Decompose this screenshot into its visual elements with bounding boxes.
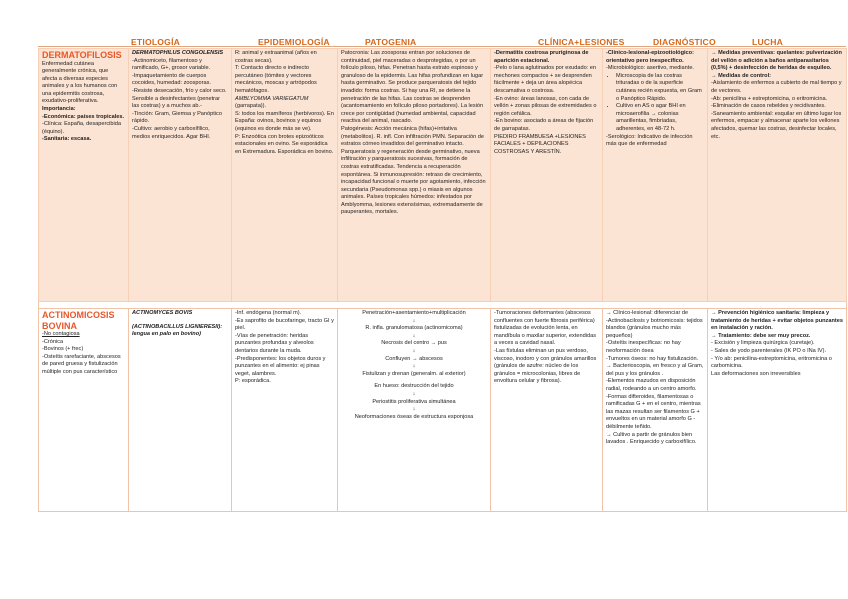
- flow-arrow: ↓: [412, 406, 416, 413]
- list-item: S: todos los mamíferos (herbívoros). En España: ovinos, bovinos y equinos (equinos es donde más se ve).: [235, 110, 334, 132]
- cell-epidemiologia: [232, 309, 338, 512]
- list-item: -Las fístulas eliminan un pus verdoso, viscoso, inodoro y con gránulos amarillos (gránulos de azufre: núcleo de los gránulos = microcolonias, libres de envoltura celular y fibrosa).: [494, 347, 597, 385]
- cell-lucha: [708, 309, 847, 512]
- flow-arrow: ↓: [412, 363, 416, 370]
- etiology-organism: (ACTINOBACILLUS LIGNIERESII): lengua en palo en bovino): [132, 323, 223, 338]
- disease-description: Enfermedad cutánea generalmente crónica, que afecta a diversas especies animales y a los humanos con una epidermitis costrosa, exudativo-proliferativa.: [42, 60, 118, 105]
- list-item: → Clínico-lesional: diferenciar de: [606, 310, 689, 316]
- list-item: -Eliminación de casos rebeldes y recidivantes.: [711, 103, 826, 110]
- list-item: P: esporádica.: [235, 378, 271, 385]
- list-item: -Tumores óseos: no hay fistulización.: [606, 355, 699, 362]
- cell-diagnostico: [603, 309, 708, 512]
- list-item: -Saneamiento ambiental: esquilar en último lugar los enfermos, empacar y almacenar aparte los vellones afectados, quemar las costras, desinfectar locales, etc.: [711, 110, 842, 140]
- cell-clinica: [491, 49, 603, 302]
- list-item: -Tumoraciones deformantes (abscesos confluentes con fuerte fibrosis periférica) fistulizadas de evolución lenta, en mandíbula o maxilar superior, extendidas a veces a cavidad nasal.: [494, 310, 596, 347]
- flow-arrow: ↓: [412, 347, 416, 354]
- flow-step: Fistulizan y drenan (generalm. al exterior): [362, 370, 466, 377]
- list-item: → Tratamiento: debe ser muy precoz.: [711, 332, 811, 339]
- list-item: R: animal y extraanimal (años en costras secas).: [235, 50, 317, 64]
- list-item: -Actinomiceto, filamentoso y ramificado, G+, grosor variable.: [132, 57, 211, 72]
- list-item: -Dermatitis costrosa pruriginosa de aparición estacional.: [494, 50, 589, 64]
- header-epidemiologia: EPIDEMIOLOGÍA: [258, 37, 330, 47]
- cell-lucha: [708, 49, 847, 302]
- list-item: -Osteítis rarefaciante, abscesos de pared gruesa y fistulización múltiple con pus característico: [42, 353, 121, 375]
- list-item: → Bacterioscopia, en fresco y al Gram, del pus y los gránulos .: [606, 363, 704, 377]
- list-item: Las deformaciones son irreversibles: [711, 370, 801, 377]
- list-item: -Resiste desecación, frío y calor seco. Sensible a desinfectantes (penetrar las costras) y a muchos ab.-: [132, 87, 227, 110]
- list-item: -Clínico-lesional-epizootiológico: orientativo pero inespecífico.: [606, 50, 694, 64]
- disease-title: ACTINOMICOSIS BOVINA: [42, 310, 115, 331]
- bullet-list: [606, 73, 704, 134]
- list-item: -Pelo o lana aglutinados por exudado: en mechones compactos + se desprenden fácilmente + deja un área alopécica descamativa o costrosa.: [494, 65, 597, 94]
- disease-table: [38, 48, 847, 512]
- list-item: -Ab: penicilina + estreptomicina, o eritromicina.: [711, 95, 828, 102]
- list-item: AMBLYOMMA VARIEGATUM: [235, 95, 309, 102]
- list-item: -Serológico: Indicativo de infección más que de enfermedad: [606, 133, 693, 148]
- cell-epidemiologia: [232, 49, 338, 302]
- header-lucha: LUCHA: [752, 37, 784, 47]
- importance-label: Importancia:: [42, 106, 76, 113]
- list-item: -Formas difteroides, filamentosas o ramificadas G + en el centro, mientras las mazas resultan ser filamentos G + envueltos en un material amorfo G - débilmente teñido.: [606, 393, 701, 430]
- list-item: → Medidas preventivas: quelantes: pulverización del vellón o adición a baños antiparasitarios (0,5%) + desinfección de heridas de esquileo.: [711, 50, 842, 72]
- table-row-actinomicosis: [39, 309, 847, 512]
- flow-step: En hueso: destrucción del tejido: [374, 383, 454, 390]
- list-item: -No contagiosa: [42, 331, 80, 337]
- list-item: -Cultivo: aerobio y carboxífilico, medios enriquecidos. Agar BHI.: [132, 125, 211, 140]
- list-item: -Aislamiento de enfermos a cubierto de mal tiempo y de vectores.: [711, 80, 842, 94]
- list-item: -Impaquetamiento de cuerpos cocoides, humedad: zoosporas.: [132, 72, 211, 87]
- list-item: -Crónica: [42, 338, 64, 345]
- list-item: T: Contacto directo e indirecto percutáneo (tómites y vectores mecánicos, moscas y artrópodos hematófagos.: [235, 65, 317, 94]
- cell-etiologia: [129, 49, 232, 302]
- cell-etiologia: [129, 309, 232, 512]
- list-item: PIEDIRO FRAMBUESA +LESIONES FACIALES + DEPILACIONES COSTROSAS Y ARESTÍN.: [494, 133, 586, 155]
- list-item: (garrapata)).: [235, 103, 267, 110]
- list-item: -Elementos mazudos en disposición radial, rodeando a un centro amorfo.: [606, 378, 697, 392]
- list-item: - Excisión y limpieza quirúrgica (curetaje).: [711, 340, 815, 347]
- importance-item: -Clínica: España, desapercibida (équino).: [42, 121, 121, 135]
- list-item: → Cultivo a partir de gránulos bien lavados . Enriquecido y carboxifílico.: [606, 431, 697, 446]
- list-item: → Medidas de control:: [711, 72, 771, 79]
- cell-disease: [39, 49, 129, 302]
- flow-step: Neoformaciones óseas de estructura esponjosa: [354, 413, 474, 420]
- flow-step: Penetración+asentamiento+multiplicación: [362, 310, 466, 316]
- etiology-organism: ACTINOMYCES BOVIS: [132, 310, 193, 316]
- list-item: -Es saprofito de bucofaringe, tracto GI y piel.: [235, 317, 334, 332]
- flow-arrow: ↓: [412, 317, 416, 324]
- list-item: → Prevención higiénico sanitaria: limpieza y tratamiento de heridas + evitar objetos punzantes en instalación y ración.: [711, 310, 843, 332]
- list-item: • Cultivo en AS o agar BHI en microaerofilia → colonias amarillentas, fimbriadas, adherentes, en 48-72 h.: [616, 103, 704, 133]
- cell-clinica: [491, 309, 603, 512]
- list-item: - Sales de yodo parenterales (IK PO o INa IV).: [711, 347, 827, 354]
- etiology-organism: DERMATOPHILUS CONGOLENSIS: [132, 50, 224, 56]
- header-patogenia: PATOGENIA: [365, 37, 417, 47]
- importance-item: -Sanitaria: escasa.: [42, 136, 92, 143]
- list-item: -Inf. endógena (normal m).: [235, 310, 302, 316]
- flow-step: R. infla. granulomatosa (actinomicoma): [365, 325, 463, 332]
- flow-step: Necrosis del centro → pus: [381, 340, 447, 347]
- header-etiologia: ETIOLOGÍA: [131, 37, 181, 47]
- cell-patogenia: [338, 309, 491, 512]
- cell-diagnostico: [603, 49, 708, 302]
- importance-item: -Económica: países tropicales.: [42, 113, 125, 120]
- list-item: -Bovinos (+ frec): [42, 346, 84, 353]
- paragraph: Patocronia: Las zoosporas entran por soluciones de continuidad, piel maceradas o desprotegidas, o por un folículo piloso, hifas. Penetran hasta estrato espinoso y granuloso de la epidermis. Las hifas profundizan en lugar hasta germinativo. Se produce parqueratosis del tejido invadido: forma costras. Si hay una RI, se detiene la penetración de las hifas. Las costras se desprenden (acantomamiento en folículo piloso portadores). La lesión crece por contigüidad (humedad ambiental, capacidad reactiva del animal, rascado.: [341, 50, 484, 125]
- paragraph: Patogénesis: Acción mecánica (hifas)+irritativa (metabolitos). R. infl. Con infiltración PMN. Separación de estratos córneo invadidos del germinativo intacto. Parqueratosis y regeneración desde germinativo, nueva infiltración y parqueratosis sucesivas, formación de costras estratificadas. Tendencia a recuperación espontánea. Si inmunosupresión: retraso de crecimiento, incapacidad funcional o muerte por agotamiento, infección secundaria (Pseudomonas spp.) o miasis en algunos animales. Países tropicales húmedos: infestados por Amblyomma, lesiones extensísimas, extremadamente de pauperantes, mortales.: [341, 125, 486, 216]
- disease-title: DERMATOFILOSIS: [42, 50, 122, 60]
- flow-arrow: ↓: [412, 332, 416, 339]
- list-item: -Osteítis inespecíficas: no hay neoformación ósea: [606, 340, 681, 354]
- list-item: P: Enzoótica con brotes epizoóticos estacionales en ovino. Se esporádica en Extremadura. Esporádica en bovino.: [235, 133, 334, 155]
- table-row-dermatofilosis: [39, 49, 847, 302]
- list-item: • Microscopia de las costras trituradas o de la superficie cutánea recién expuesta, en Gram o Panóptico Rápido.: [616, 73, 704, 103]
- cell-patogenia: [338, 49, 491, 302]
- header-diagnostico: DIAGNÓSTICO: [653, 37, 716, 47]
- cell-disease: [39, 309, 129, 512]
- flow-step: Periostitis proliferativa simultánea: [372, 398, 456, 405]
- list-item: -Vías de penetración: heridas punzantes profundas y alveolos dentarios durante la muda.: [235, 332, 314, 354]
- header-clinica: CLÍNICA+LESIONES: [538, 37, 625, 47]
- list-item: -Actinobacilosis y botriomicosis: tejidos blandos (gránulos mucho más pequeños): [606, 317, 703, 339]
- list-item: -En bovino: asociado a áreas de fijación de garrapatas.: [494, 118, 594, 132]
- list-item: -Microbiológico: asertivo, mediante.: [606, 65, 694, 72]
- list-item: -Predisponentes: los objetos duros y punzantes en el alimento: ej pinas veget, alambres.: [235, 355, 326, 377]
- list-item: -En ovino: áreas lanosas, con cada de vellón + zonas pilosas de extremidades o región cefálica.: [494, 95, 597, 117]
- list-item: -Tinción: Gram, Giemsa y Panóptico rápido.: [132, 110, 222, 125]
- flow-step: Confluyen → abscesos: [385, 355, 443, 362]
- flow-arrow: ↓: [412, 390, 416, 397]
- list-item: - Y/o ab: penicilina-estreptomicina, eritromicina o carbomicina.: [711, 355, 832, 370]
- header-divider: [38, 46, 846, 47]
